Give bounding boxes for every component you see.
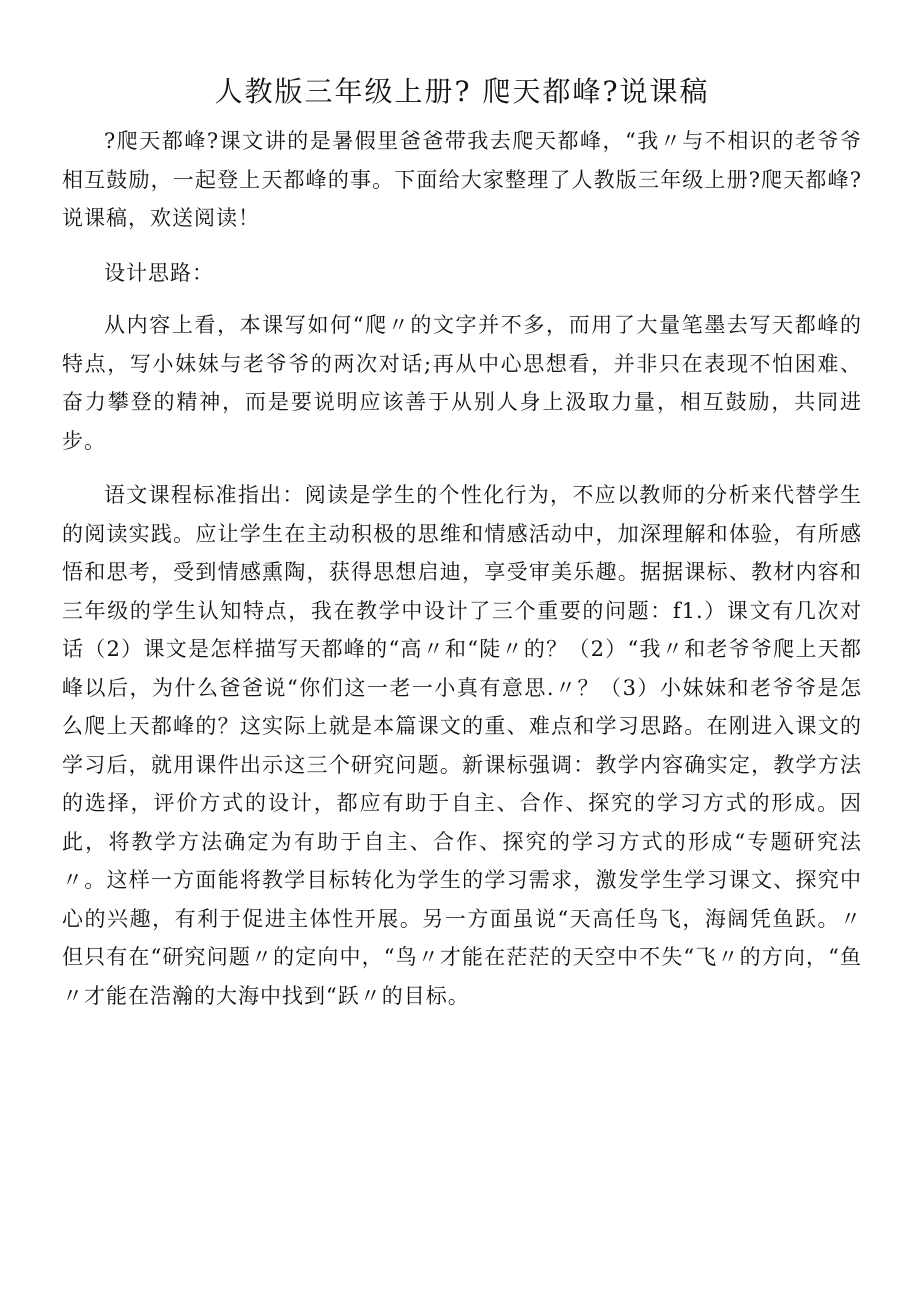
- content-analysis-paragraph: 从内容上看，本课写如何“爬〃的文字并不多，而用了大量笔墨去写天都峰的特点，写小妹妹与老爷爷的两次对话;再从中心思想看，并非只在表现不怕困难、奋力攀登的精神，而是要说明应该善于从别人身上汲取力量，相互鼓励，共同进步。: [62, 313, 862, 453]
- section-heading-design-ideas: 设计思路：: [104, 260, 214, 285]
- document-title: 人教版三年级上册? 爬天都峰?说课稿: [214, 75, 710, 108]
- curriculum-standard-paragraph: 语文课程标准指出：阅读是学生的个性化行为，不应以教师的分析来代替学生的阅读实践。应让学生在主动积极的思维和情感活动中，加深理解和体验，有所感悟和思考，受到情感熏陶，获得思想启迪，享受审美乐趣。据据课标、教材内容和三年级的学生认知特点，我在教学中设计了三个重要的问题：f1.）课文有几次对话（2）课文是怎样描写天都峰的“高〃和“陡〃的？（2）“我〃和老爷爷爬上天都峰以后，为什么爸爸说“你们这一老一小真有意思.〃？（3）小妹妹和老爷爷是怎么爬上天都峰的？这实际上就是本篇课文的重、难点和学习思路。在刚进入课文的学习后，就用课件出示这三个研究问题。新课标强调：教学内容确实定，教学方法的选择，评价方式的设计，都应有助于自主、合作、探究的学习方式的形成。因此，将教学方法确定为有助于自主、合作、探究的学习方式的形成“专题研究法〃。这样一方面能将教学目标转化为学生的学习需求，激发学生学习课文、探究中心的兴趣，有利于促进主体性开展。另一方面虽说“天高任鸟飞，海阔凭鱼跃。〃但只有在“研究问题〃的定向中，“鸟〃才能在茫茫的天空中不失“飞〃的方向，“鱼〃才能在浩瀚的大海中找到“跃〃的目标。: [62, 483, 862, 1008]
- document-page: [62, 70, 862, 1031]
- intro-paragraph: ?爬天都峰?课文讲的是暑假里爸爸带我去爬天都峰，“我〃与不相识的老爷爷相互鼓励，一起登上天都峰的事。下面给大家整理了人教版三年级上册?爬天都峰?说课稿，欢送阅读！: [62, 129, 862, 230]
